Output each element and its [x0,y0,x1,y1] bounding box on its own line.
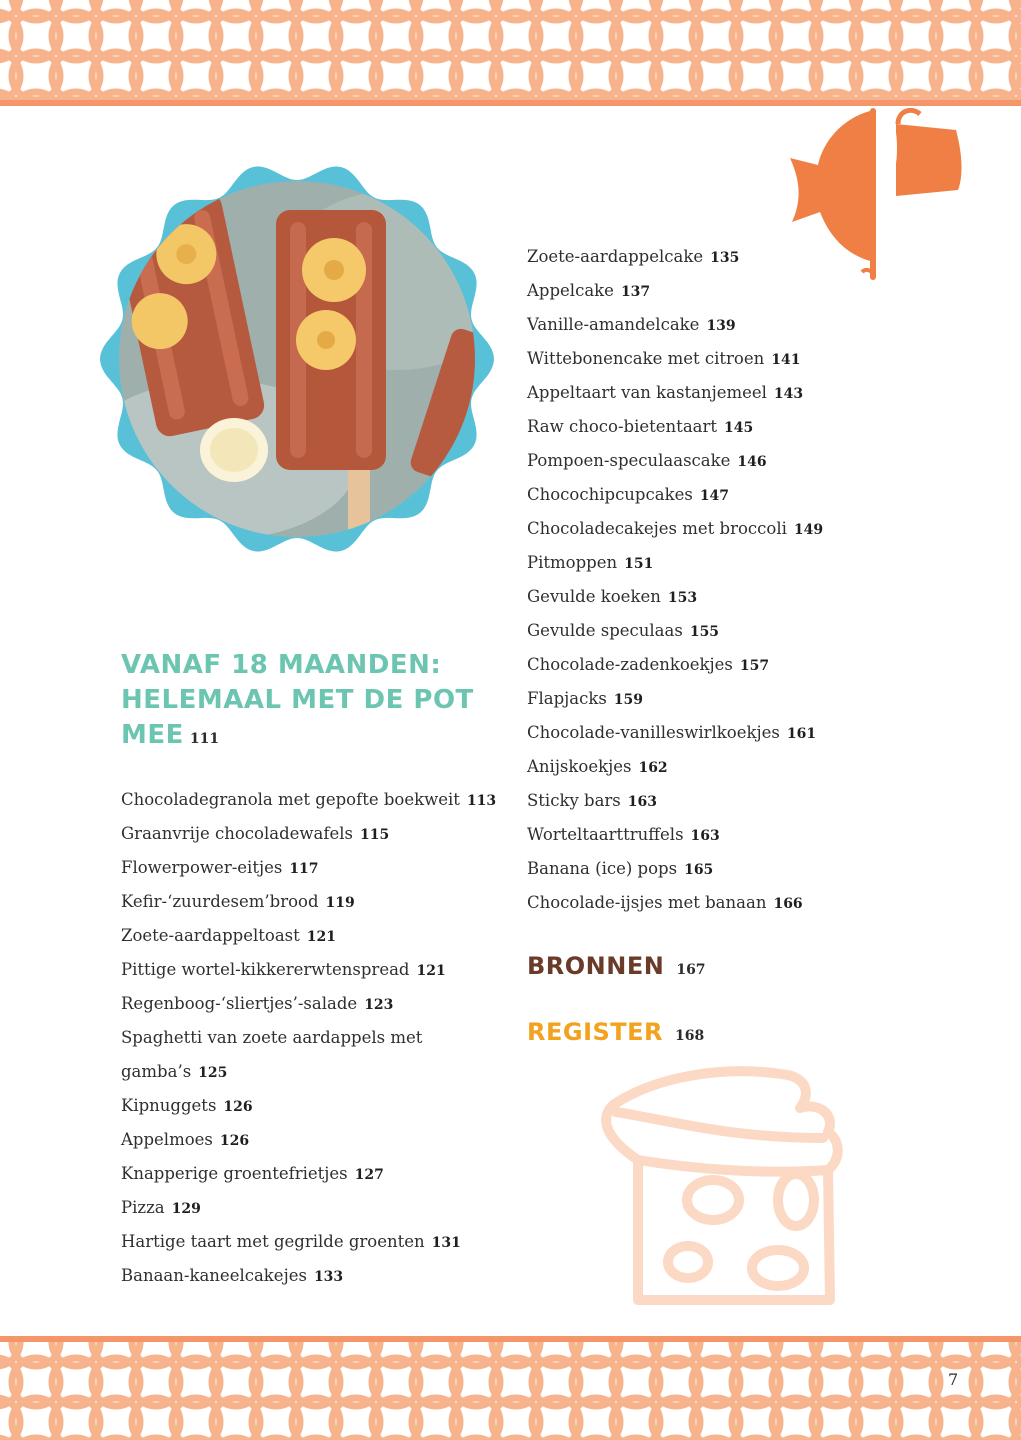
toc-entry-page: 159 [613,692,644,708]
toc-entry[interactable] [527,852,907,886]
toc-entry-title: Wittebonencake met citroen [527,349,765,368]
toc-entry[interactable] [121,1123,501,1157]
toc-entry-title: Zoete-aardappelcake [527,247,704,266]
toc-entry-title: Chocochipcupcakes [527,485,693,504]
toc-entry[interactable] [121,1021,501,1055]
toc-entry-title: Flapjacks [527,689,607,708]
toc-entry[interactable] [121,1157,501,1191]
toc-entry-title: Spaghetti van zoete aardappels met [121,1028,423,1047]
toc-entry-title: Pizza [121,1198,165,1217]
toc-entry-page: 125 [198,1065,228,1081]
toc-entry-page: 143 [773,386,804,402]
section-title-text: VANAF 18 MAANDEN: HELEMAAL MET DE POT MEE [121,650,474,750]
toc-entry-page: 119 [325,895,355,911]
toc-entry[interactable] [121,1225,501,1259]
toc-entry-page: 149 [793,522,824,538]
toc-entry-page: 166 [773,896,803,912]
recipe-list-left [121,783,501,1293]
section-title-page: 111 [189,731,220,747]
toc-entry-title: Zoete-aardappeltoast [121,926,300,945]
toc-entry-page: 153 [667,590,698,606]
toc-entry-page: 141 [771,352,801,368]
toc-entry-title: Appelcake [527,281,614,300]
page-number: 7 [948,1370,959,1389]
toc-entry-page: 165 [684,862,714,878]
toc-entry-title: Appeltaart van kastanjemeel [527,383,767,402]
toc-entry[interactable] [527,240,907,274]
toc-entry[interactable] [527,614,907,648]
toc-entry[interactable] [527,750,907,784]
toc-entry[interactable] [121,953,501,987]
toc-entry-page: 151 [624,556,654,572]
toc-entry[interactable] [527,308,907,342]
toc-entry[interactable] [527,444,907,478]
toc-entry-title: Hartige taart met gegrilde groenten [121,1232,425,1251]
bottom-pattern-band [0,1336,1021,1440]
toc-entry-page: 163 [690,828,720,844]
recipe-list-right [527,240,907,920]
toc-entry[interactable] [527,342,907,376]
toc-entry-page: 121 [416,963,446,979]
toc-entry-title: Banaan-kaneelcakejes [121,1266,307,1285]
toc-entry-title: Chocolade-ijsjes met banaan [527,893,767,912]
toc-entry-title: Pompoen-speculaascake [527,451,731,470]
toc-entry-title: Regenboog-‘sliertjes’-salade [121,994,358,1013]
section-title [121,648,481,757]
toc-entry[interactable] [527,274,907,308]
toc-entry[interactable] [121,1055,501,1089]
toc-entry[interactable] [527,546,907,580]
toc-entry-page: 162 [638,760,668,776]
register-heading[interactable] [527,1018,704,1046]
toc-entry-title: Pittige wortel-kikkererwtenspread [121,960,410,979]
toc-entry-title: Chocolade-vanilleswirlkoekjes [527,723,780,742]
toc-entry-page: 133 [313,1269,344,1285]
toc-entry-page: 139 [706,318,736,334]
toc-entry-page: 163 [627,794,658,810]
toc-entry[interactable] [527,818,907,852]
cheese-icon [578,1050,858,1314]
toc-entry[interactable] [121,885,501,919]
toc-entry-page: 135 [710,250,740,266]
bronnen-heading[interactable] [527,952,706,980]
toc-entry-page: 126 [219,1133,250,1149]
toc-entry[interactable] [527,648,907,682]
toc-entry[interactable] [121,1089,501,1123]
bronnen-label: BRONNEN [527,952,665,980]
toc-entry-page: 117 [289,861,319,877]
toc-entry-title: Banana (ice) pops [527,859,678,878]
toc-entry-title: Kipnuggets [121,1096,217,1115]
toc-entry-page: 137 [620,284,651,300]
toc-entry-title: Knapperige groentefrietjes [121,1164,348,1183]
popsicle-photo [98,160,496,558]
toc-entry[interactable] [527,784,907,818]
toc-entry-page: 121 [306,929,336,945]
toc-entry-title: Worteltaarttruffels [527,825,684,844]
toc-entry[interactable] [121,851,501,885]
toc-entry-title: gamba’s [121,1062,192,1081]
toc-entry[interactable] [121,817,501,851]
toc-entry-title: Pitmoppen [527,553,618,572]
toc-entry[interactable] [527,716,907,750]
toc-entry-title: Gevulde koeken [527,587,661,606]
toc-entry[interactable] [527,682,907,716]
toc-entry-page: 127 [354,1167,384,1183]
toc-entry-page: 123 [364,997,394,1013]
toc-entry[interactable] [121,987,501,1021]
toc-entry[interactable] [527,410,907,444]
toc-entry-page: 126 [223,1099,253,1115]
toc-entry[interactable] [121,1191,501,1225]
toc-entry[interactable] [527,886,907,920]
top-pattern-band [0,0,1021,106]
toc-entry-page: 157 [739,658,770,674]
toc-entry-title: Kefir-‘zuurdesem’brood [121,892,319,911]
toc-entry-page: 113 [466,793,497,809]
toc-entry-page: 129 [171,1201,201,1217]
toc-entry-title: Vanille-amandelcake [527,315,700,334]
toc-entry-page: 146 [737,454,767,470]
toc-entry-page: 147 [699,488,730,504]
toc-entry[interactable] [121,919,501,953]
toc-entry[interactable] [527,512,907,546]
toc-entry-page: 115 [359,827,390,843]
toc-entry[interactable] [121,783,501,817]
toc-entry[interactable] [527,580,907,614]
toc-entry-page: 131 [431,1235,461,1251]
toc-entry-title: Anijskoekjes [527,757,632,776]
toc-entry[interactable] [121,1259,501,1293]
toc-entry-title: Gevulde speculaas [527,621,683,640]
toc-entry-title: Raw choco-bietentaart [527,417,718,436]
toc-entry-page: 155 [689,624,720,640]
toc-entry[interactable] [527,376,907,410]
register-page: 168 [675,1028,705,1044]
toc-entry-page: 161 [786,726,817,742]
toc-entry-page: 145 [724,420,754,436]
toc-entry-title: Graanvrije chocoladewafels [121,824,353,843]
bronnen-page: 167 [676,962,706,978]
register-label: REGISTER [527,1018,664,1046]
toc-entry[interactable] [527,478,907,512]
toc-entry-title: Flowerpower-eitjes [121,858,283,877]
toc-entry-title: Chocoladecakejes met broccoli [527,519,787,538]
toc-entry-title: Chocoladegranola met gepofte boekweit [121,790,460,809]
toc-entry-title: Chocolade-zadenkoekjes [527,655,733,674]
toc-entry-title: Sticky bars [527,791,621,810]
toc-entry-title: Appelmoes [121,1130,213,1149]
